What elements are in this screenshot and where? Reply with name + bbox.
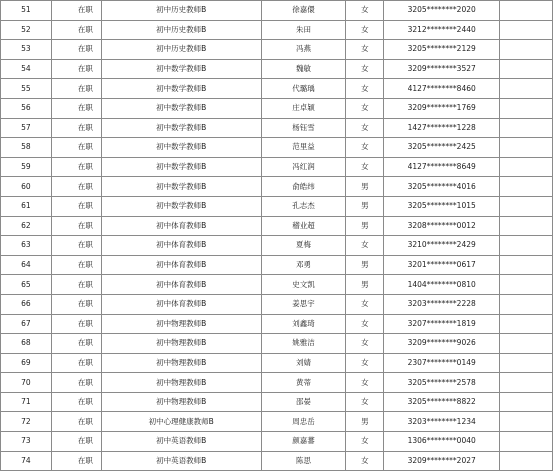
- person-name-cell: 朱田: [261, 20, 346, 40]
- remark-cell: [500, 138, 553, 158]
- id-number-cell: 3210********2429: [384, 236, 500, 256]
- remark-cell: [500, 196, 553, 216]
- gender-cell: 女: [346, 20, 384, 40]
- employment-status-cell: 在职: [51, 118, 101, 138]
- employment-status-cell: 在职: [51, 20, 101, 40]
- gender-cell: 女: [346, 392, 384, 412]
- gender-cell: 女: [346, 353, 384, 373]
- id-number-cell: 3205********2129: [384, 40, 500, 60]
- employment-status-cell: 在职: [51, 432, 101, 452]
- id-number-cell: 4127********8460: [384, 79, 500, 99]
- person-name-cell: 代璐瑀: [261, 79, 346, 99]
- position-cell: 初中英语教师B: [101, 432, 261, 452]
- id-number-cell: 3205********2578: [384, 373, 500, 393]
- person-name-cell: 姜思宇: [261, 294, 346, 314]
- table-row: [1, 353, 553, 373]
- id-number-cell: 3203********2228: [384, 294, 500, 314]
- position-cell: 初中数学教师B: [101, 138, 261, 158]
- employment-status-cell: 在职: [51, 1, 101, 21]
- employment-status-cell: 在职: [51, 392, 101, 412]
- position-cell: 初中体育教师B: [101, 255, 261, 275]
- person-name-cell: 魏敏: [261, 59, 346, 79]
- position-cell: 初中体育教师B: [101, 216, 261, 236]
- person-name-cell: 史文凯: [261, 275, 346, 295]
- gender-cell: 女: [346, 157, 384, 177]
- table-row: [1, 334, 553, 354]
- person-name-cell: 姚雅洁: [261, 334, 346, 354]
- remark-cell: [500, 373, 553, 393]
- employment-status-cell: 在职: [51, 59, 101, 79]
- position-cell: 初中体育教师B: [101, 275, 261, 295]
- id-number-cell: 3205********8822: [384, 392, 500, 412]
- row-number-cell: 60: [1, 177, 52, 197]
- table-row: [1, 275, 553, 295]
- person-name-cell: 刘鑫琦: [261, 314, 346, 334]
- remark-cell: [500, 392, 553, 412]
- staff-table-body: [1, 1, 553, 471]
- position-cell: 初中数学教师B: [101, 98, 261, 118]
- row-number-cell: 55: [1, 79, 52, 99]
- id-number-cell: 3207********1819: [384, 314, 500, 334]
- id-number-cell: 3205********1015: [384, 196, 500, 216]
- id-number-cell: 1427********1228: [384, 118, 500, 138]
- position-cell: 初中物理教师B: [101, 392, 261, 412]
- id-number-cell: 3203********1234: [384, 412, 500, 432]
- position-cell: 初中数学教师B: [101, 177, 261, 197]
- table-row: [1, 20, 553, 40]
- position-cell: 初中物理教师B: [101, 373, 261, 393]
- position-cell: 初中数学教师B: [101, 59, 261, 79]
- gender-cell: 女: [346, 40, 384, 60]
- row-number-cell: 57: [1, 118, 52, 138]
- remark-cell: [500, 216, 553, 236]
- employment-status-cell: 在职: [51, 275, 101, 295]
- gender-cell: 女: [346, 118, 384, 138]
- position-cell: 初中心理健康教师B: [101, 412, 261, 432]
- remark-cell: [500, 177, 553, 197]
- row-number-cell: 51: [1, 1, 52, 21]
- employment-status-cell: 在职: [51, 294, 101, 314]
- row-number-cell: 66: [1, 294, 52, 314]
- row-number-cell: 70: [1, 373, 52, 393]
- remark-cell: [500, 432, 553, 452]
- remark-cell: [500, 353, 553, 373]
- remark-cell: [500, 314, 553, 334]
- table-row: [1, 451, 553, 471]
- employment-status-cell: 在职: [51, 353, 101, 373]
- person-name-cell: 陈思: [261, 451, 346, 471]
- remark-cell: [500, 20, 553, 40]
- table-row: [1, 236, 553, 256]
- gender-cell: 女: [346, 138, 384, 158]
- table-row: [1, 216, 553, 236]
- remark-cell: [500, 255, 553, 275]
- position-cell: 初中体育教师B: [101, 236, 261, 256]
- id-number-cell: 3205********2425: [384, 138, 500, 158]
- id-number-cell: 1306********0040: [384, 432, 500, 452]
- gender-cell: 男: [346, 216, 384, 236]
- id-number-cell: 3209********3527: [384, 59, 500, 79]
- table-row: [1, 255, 553, 275]
- gender-cell: 女: [346, 334, 384, 354]
- person-name-cell: 杨钰雪: [261, 118, 346, 138]
- employment-status-cell: 在职: [51, 98, 101, 118]
- person-name-cell: 俞皓纬: [261, 177, 346, 197]
- remark-cell: [500, 157, 553, 177]
- id-number-cell: 3201********0617: [384, 255, 500, 275]
- id-number-cell: 3209********2027: [384, 451, 500, 471]
- id-number-cell: 3209********9026: [384, 334, 500, 354]
- employment-status-cell: 在职: [51, 79, 101, 99]
- table-row: [1, 432, 553, 452]
- table-row: [1, 294, 553, 314]
- table-row: [1, 314, 553, 334]
- gender-cell: 男: [346, 177, 384, 197]
- table-row: [1, 98, 553, 118]
- gender-cell: 女: [346, 373, 384, 393]
- gender-cell: 男: [346, 196, 384, 216]
- id-number-cell: 3208********0012: [384, 216, 500, 236]
- row-number-cell: 54: [1, 59, 52, 79]
- employment-status-cell: 在职: [51, 138, 101, 158]
- id-number-cell: 3205********4016: [384, 177, 500, 197]
- remark-cell: [500, 98, 553, 118]
- person-name-cell: 颜嘉蕃: [261, 432, 346, 452]
- position-cell: 初中数学教师B: [101, 79, 261, 99]
- row-number-cell: 73: [1, 432, 52, 452]
- id-number-cell: 1404********0810: [384, 275, 500, 295]
- table-row: [1, 373, 553, 393]
- table-row: [1, 1, 553, 21]
- employment-status-cell: 在职: [51, 334, 101, 354]
- id-number-cell: 4127********8649: [384, 157, 500, 177]
- gender-cell: 女: [346, 432, 384, 452]
- position-cell: 初中物理教师B: [101, 353, 261, 373]
- table-row: [1, 157, 553, 177]
- gender-cell: 女: [346, 451, 384, 471]
- row-number-cell: 64: [1, 255, 52, 275]
- position-cell: 初中物理教师B: [101, 334, 261, 354]
- table-row: [1, 392, 553, 412]
- employment-status-cell: 在职: [51, 177, 101, 197]
- person-name-cell: 邵晏: [261, 392, 346, 412]
- person-name-cell: 冯红润: [261, 157, 346, 177]
- row-number-cell: 63: [1, 236, 52, 256]
- position-cell: 初中体育教师B: [101, 294, 261, 314]
- employment-status-cell: 在职: [51, 196, 101, 216]
- remark-cell: [500, 451, 553, 471]
- position-cell: 初中历史教师B: [101, 1, 261, 21]
- position-cell: 初中英语教师B: [101, 451, 261, 471]
- table-row: [1, 118, 553, 138]
- gender-cell: 女: [346, 314, 384, 334]
- id-number-cell: 3205********2020: [384, 1, 500, 21]
- employment-status-cell: 在职: [51, 216, 101, 236]
- remark-cell: [500, 79, 553, 99]
- table-row: [1, 138, 553, 158]
- remark-cell: [500, 412, 553, 432]
- remark-cell: [500, 236, 553, 256]
- person-name-cell: 范里益: [261, 138, 346, 158]
- gender-cell: 男: [346, 255, 384, 275]
- id-number-cell: 2307********0149: [384, 353, 500, 373]
- row-number-cell: 67: [1, 314, 52, 334]
- position-cell: 初中物理教师B: [101, 314, 261, 334]
- person-name-cell: 邓勇: [261, 255, 346, 275]
- person-name-cell: 夏梅: [261, 236, 346, 256]
- position-cell: 初中数学教师B: [101, 118, 261, 138]
- gender-cell: 女: [346, 79, 384, 99]
- remark-cell: [500, 1, 553, 21]
- gender-cell: 男: [346, 412, 384, 432]
- row-number-cell: 69: [1, 353, 52, 373]
- employment-status-cell: 在职: [51, 40, 101, 60]
- table-row: [1, 79, 553, 99]
- gender-cell: 女: [346, 294, 384, 314]
- person-name-cell: 周忠岳: [261, 412, 346, 432]
- remark-cell: [500, 334, 553, 354]
- remark-cell: [500, 294, 553, 314]
- row-number-cell: 56: [1, 98, 52, 118]
- table-row: [1, 412, 553, 432]
- row-number-cell: 61: [1, 196, 52, 216]
- position-cell: 初中数学教师B: [101, 157, 261, 177]
- person-name-cell: 黄蒂: [261, 373, 346, 393]
- position-cell: 初中历史教师B: [101, 20, 261, 40]
- row-number-cell: 62: [1, 216, 52, 236]
- remark-cell: [500, 59, 553, 79]
- employment-status-cell: 在职: [51, 255, 101, 275]
- person-name-cell: 徐嘉儇: [261, 1, 346, 21]
- gender-cell: 女: [346, 236, 384, 256]
- table-row: [1, 59, 553, 79]
- position-cell: 初中数学教师B: [101, 196, 261, 216]
- row-number-cell: 74: [1, 451, 52, 471]
- row-number-cell: 58: [1, 138, 52, 158]
- employment-status-cell: 在职: [51, 412, 101, 432]
- gender-cell: 女: [346, 98, 384, 118]
- person-name-cell: 刘婧: [261, 353, 346, 373]
- id-number-cell: 3209********1769: [384, 98, 500, 118]
- gender-cell: 男: [346, 275, 384, 295]
- position-cell: 初中历史教师B: [101, 40, 261, 60]
- person-name-cell: 稽业超: [261, 216, 346, 236]
- remark-cell: [500, 275, 553, 295]
- person-name-cell: 孔志杰: [261, 196, 346, 216]
- gender-cell: 女: [346, 1, 384, 21]
- row-number-cell: 53: [1, 40, 52, 60]
- row-number-cell: 68: [1, 334, 52, 354]
- row-number-cell: 52: [1, 20, 52, 40]
- table-row: [1, 177, 553, 197]
- person-name-cell: 庄卓颖: [261, 98, 346, 118]
- remark-cell: [500, 118, 553, 138]
- row-number-cell: 72: [1, 412, 52, 432]
- id-number-cell: 3212********2440: [384, 20, 500, 40]
- employment-status-cell: 在职: [51, 157, 101, 177]
- table-row: [1, 40, 553, 60]
- row-number-cell: 71: [1, 392, 52, 412]
- employment-status-cell: 在职: [51, 314, 101, 334]
- employment-status-cell: 在职: [51, 236, 101, 256]
- employment-status-cell: 在职: [51, 373, 101, 393]
- row-number-cell: 59: [1, 157, 52, 177]
- gender-cell: 女: [346, 59, 384, 79]
- row-number-cell: 65: [1, 275, 52, 295]
- employment-status-cell: 在职: [51, 451, 101, 471]
- person-name-cell: 冯燕: [261, 40, 346, 60]
- remark-cell: [500, 40, 553, 60]
- table-row: [1, 196, 553, 216]
